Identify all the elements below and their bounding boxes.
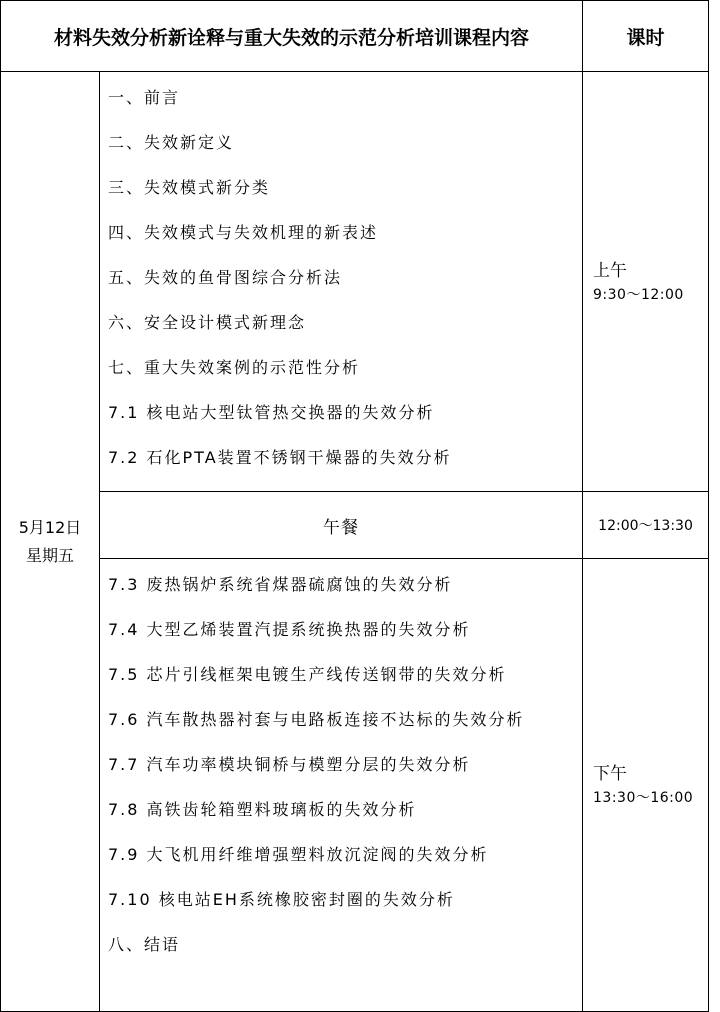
list-item: 7.5 芯片引线框架电镀生产线传送钢带的失效分析 xyxy=(108,665,507,684)
lunch-row xyxy=(1,492,709,559)
date-day: 5月12日 xyxy=(18,517,82,537)
list-item: 7.3 废热锅炉系统省煤器硫腐蚀的失效分析 xyxy=(108,575,453,594)
morning-content xyxy=(100,72,583,492)
lunch-time: 12:00～13:30 xyxy=(583,492,709,559)
afternoon-label: 下午 xyxy=(593,764,628,784)
list-item: 7.1 核电站大型钛管热交换器的失效分析 xyxy=(108,403,435,422)
header-row xyxy=(1,1,709,72)
afternoon-time-cell xyxy=(583,559,709,1012)
lunch-label: 午餐 xyxy=(100,492,583,559)
list-item: 六、安全设计模式新理念 xyxy=(108,313,307,332)
list-item: 五、失效的鱼骨图综合分析法 xyxy=(108,268,343,287)
list-item: 一、前言 xyxy=(108,88,181,107)
list-item: 7.6 汽车散热器衬套与电路板连接不达标的失效分析 xyxy=(108,710,525,729)
list-item: 七、重大失效案例的示范性分析 xyxy=(108,358,361,377)
date-weekday: 星期五 xyxy=(25,545,74,565)
list-item: 三、失效模式新分类 xyxy=(108,178,271,197)
list-item: 7.8 高铁齿轮箱塑料玻璃板的失效分析 xyxy=(108,800,417,819)
list-item: 7.10 核电站EH系统橡胶密封圈的失效分析 xyxy=(108,890,455,909)
course-title: 材料失效分析新诠释与重大失效的示范分析培训课程内容 xyxy=(1,1,583,72)
hours-header: 课时 xyxy=(583,1,709,72)
morning-label: 上午 xyxy=(593,260,628,281)
date-cell xyxy=(1,72,100,1012)
list-item: 八、结语 xyxy=(108,935,181,954)
list-item: 二、失效新定义 xyxy=(108,133,235,152)
list-item: 四、失效模式与失效机理的新表述 xyxy=(108,223,379,242)
afternoon-row xyxy=(1,559,709,1012)
morning-time-cell xyxy=(583,72,709,492)
morning-row xyxy=(1,72,709,492)
list-item: 7.9 大飞机用纤维增强塑料放沉淀阀的失效分析 xyxy=(108,845,489,864)
list-item: 7.2 石化PTA装置不锈钢干燥器的失效分析 xyxy=(108,448,452,467)
list-item: 7.4 大型乙烯装置汽提系统换热器的失效分析 xyxy=(108,620,471,639)
afternoon-time: 13:30～16:00 xyxy=(593,790,694,806)
afternoon-content xyxy=(100,559,583,1012)
morning-time: 9:30～12:00 xyxy=(593,286,684,303)
list-item: 7.7 汽车功率模块铜桥与模塑分层的失效分析 xyxy=(108,755,471,774)
